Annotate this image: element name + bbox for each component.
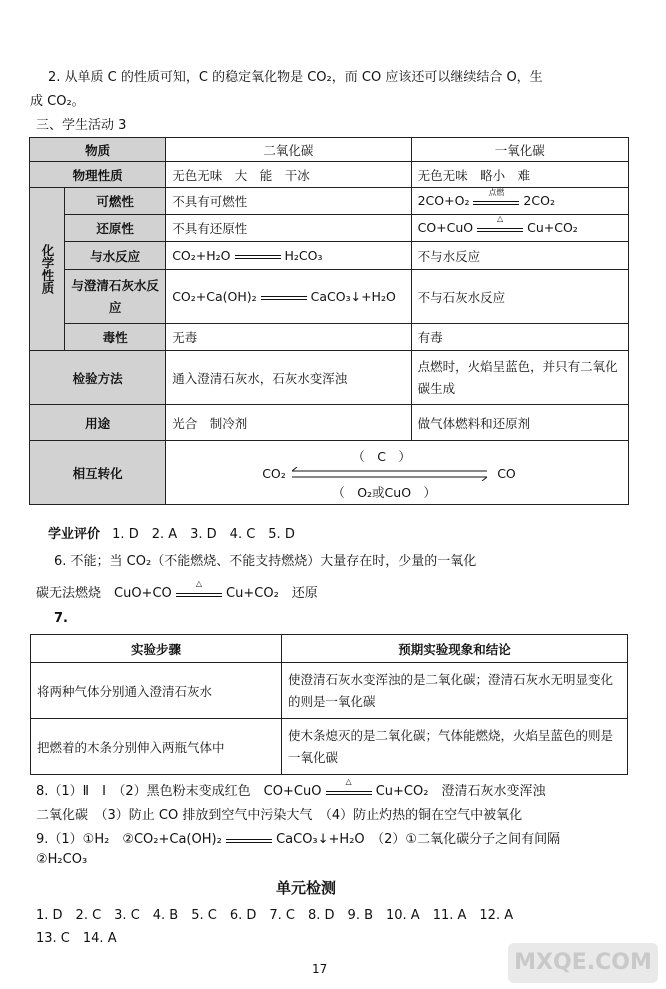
row-reducing: 还原性 [65, 215, 166, 242]
intro-line-2: 成 CO₂。 [30, 94, 85, 109]
row-toxic: 毒性 [65, 324, 166, 351]
result-2: 使木条熄灭的是二氧化碳；气体能燃烧，火焰呈蓝色的则是一氧化碳 [282, 719, 628, 775]
header-substance: 物质 [30, 138, 166, 162]
q9-part-b: CaCO₃↓+H₂O （2）①二氧化碳分子之间有间隔 [276, 832, 561, 847]
water-co2-reactants: CO₂+H₂O [172, 247, 231, 263]
chem-properties-label: 化学性质 [30, 188, 65, 351]
limewater-co2-products: CaCO₃↓+H₂O [310, 288, 396, 304]
unit-test-answers-1: 1. D 2. C 3. C 4. B 5. C 6. D 7. C 8. D 9. B 10. A 11. A 12. A [36, 908, 514, 923]
q8-part-a: 8.（1）Ⅱ Ⅰ （2）黑色粉末变成红色 CO+CuO [36, 784, 322, 799]
water-co2-products: H₂CO₃ [284, 247, 323, 263]
q6-products: Cu+CO₂ 还原 [226, 586, 318, 601]
unit-test-answers-2: 13. C 14. A [36, 931, 117, 946]
equation-arrow [477, 213, 523, 236]
row-conversion: 相互转化 [30, 441, 166, 505]
question-6-line-2 [36, 578, 318, 601]
equation-arrow [261, 290, 307, 304]
condition: 点燃 [488, 187, 505, 197]
row-flammable: 可燃性 [65, 188, 166, 215]
limewater-co2-reactants: CO₂+Ca(OH)₂ [172, 288, 257, 304]
flammable-co2: 不具有可燃性 [166, 188, 411, 215]
condition: △ [195, 578, 202, 588]
reducing-co2: 不具有还原性 [166, 215, 411, 242]
physical-co2: 无色无味 大 能 干冰 [166, 162, 411, 188]
conversion-diagram [166, 441, 629, 505]
row-physical: 物理性质 [30, 162, 166, 188]
evaluation-answers: 1. D 2. A 3. D 4. C 5. D [112, 527, 295, 542]
reducing-co-products: Cu+CO₂ [527, 220, 578, 236]
question-9-line-1 [36, 828, 560, 847]
condition: △ [345, 776, 352, 786]
row-water: 与水反应 [65, 242, 166, 270]
flammable-co-products: 2CO₂ [523, 193, 555, 209]
question-6-line-1: 6. 不能；当 CO₂（不能燃烧、不能支持燃烧）大量存在时，少量的一氧化 [54, 554, 477, 569]
header-co: 一氧化碳 [411, 138, 628, 162]
conversion-arrows [292, 467, 492, 481]
row-use: 用途 [30, 405, 166, 441]
header-steps: 实验步骤 [31, 635, 282, 663]
conversion-top-condition: （ C ） [352, 448, 411, 464]
equation-arrow [235, 249, 281, 263]
question-7-number: 7. [54, 611, 68, 626]
toxic-co2: 无毒 [166, 324, 411, 351]
intro-line-1: 2. 从单质 C 的性质可知，C 的稳定氧化物是 CO₂，而 CO 应该还可以继续结合 O，生 [48, 70, 543, 85]
question-8-line-2: 二氧化碳 （3）防止 CO 排放到空气中污染大气 （4）防止灼热的铜在空气中被氧化 [36, 808, 523, 823]
equation-arrow [473, 187, 519, 209]
section-heading: 三、学生活动 3 [36, 118, 127, 133]
step-1: 将两种气体分别通入澄清石灰水 [31, 663, 282, 719]
equation-arrow [326, 776, 372, 799]
conversion-co2: CO₂ [262, 465, 286, 481]
condition: △ [497, 213, 504, 223]
question-8-line-1 [36, 776, 546, 799]
q6-reactants: 碳无法燃烧 CuO+CO [36, 586, 172, 601]
experiment-table [30, 634, 628, 775]
equation-arrow [226, 833, 272, 847]
row-limewater: 与澄清石灰水反应 [65, 270, 166, 324]
limewater-co2 [166, 270, 411, 324]
unit-test-title: 单元检测 [276, 879, 337, 897]
q8-part-b: Cu+CO₂ 澄清石灰水变浑浊 [375, 784, 546, 799]
limewater-co: 不与石灰水反应 [411, 270, 628, 324]
evaluation-label: 学业评价 [48, 527, 101, 542]
use-co2: 光合 制冷剂 [166, 405, 411, 441]
header-result: 预期实验现象和结论 [282, 635, 628, 663]
result-1: 使澄清石灰水变浑浊的是二氧化碳；澄清石灰水无明显变化的则是一氧化碳 [282, 663, 628, 719]
test-co2: 通入澄清石灰水，石灰水变浑浊 [166, 351, 411, 405]
water-co2 [166, 242, 411, 270]
evaluation-line [48, 523, 295, 542]
watermark: MXQE.COM [508, 943, 658, 983]
properties-table [29, 137, 629, 505]
use-co: 做气体燃料和还原剂 [411, 405, 628, 441]
water-co: 不与水反应 [411, 242, 628, 270]
toxic-co: 有毒 [411, 324, 628, 351]
flammable-co-reactants: 2CO+O₂ [417, 193, 470, 209]
conversion-bottom-condition: （ O₂或CuO ） [332, 484, 437, 500]
test-co: 点燃时，火焰呈蓝色，并只有二氧化碳生成 [411, 351, 628, 405]
physical-co: 无色无味 略小 难 [411, 162, 628, 188]
equation-arrow [176, 578, 222, 601]
conversion-co: CO [497, 465, 516, 481]
question-9-line-2: ②H₂CO₃ [36, 852, 88, 867]
step-2: 把燃着的木条分别伸入两瓶气体中 [31, 719, 282, 775]
reducing-co [411, 215, 628, 242]
q9-part-a: 9.（1）①H₂ ②CO₂+Ca(OH)₂ [36, 832, 222, 847]
header-co2: 二氧化碳 [166, 138, 411, 162]
row-test: 检验方法 [30, 351, 166, 405]
flammable-co [411, 188, 628, 215]
reducing-co-reactants: CO+CuO [417, 220, 474, 236]
page-number: 17 [312, 962, 328, 976]
